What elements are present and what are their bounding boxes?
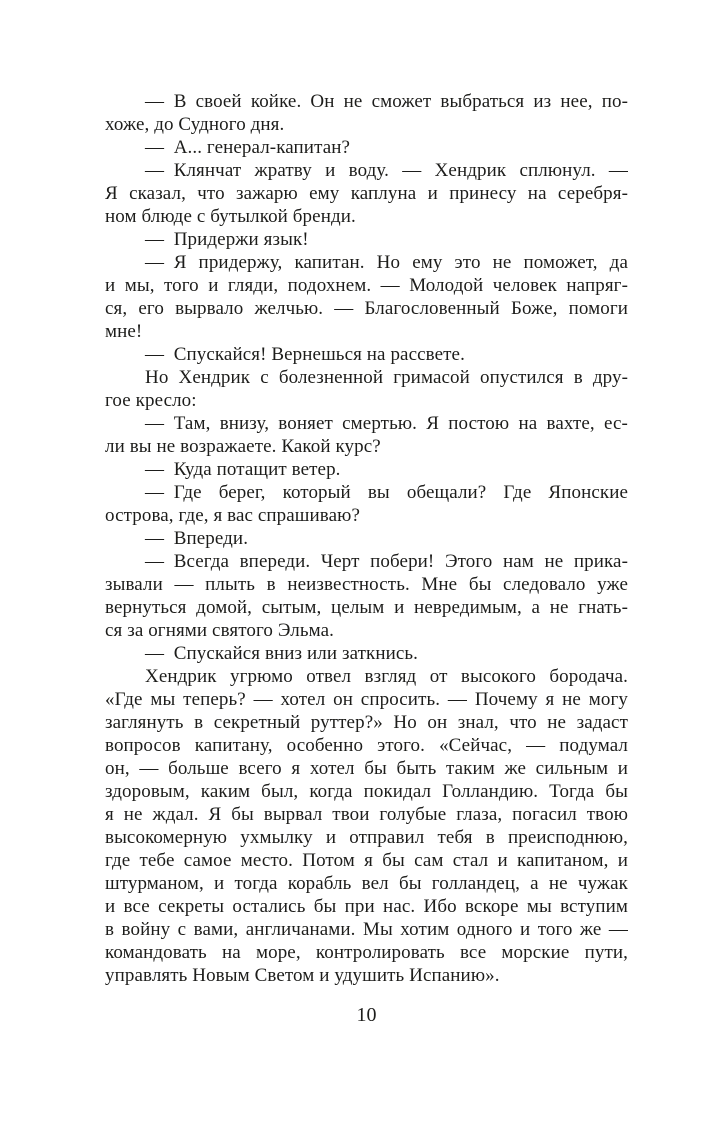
text-line: — В своей койке. Он не сможет выбраться из нее, по- — [145, 91, 628, 112]
text-line: — Всегда впереди. Черт побери! Этого нам не прика- — [145, 551, 628, 572]
text-line: — Куда потащит ветер. — [145, 459, 341, 480]
text-line: хоже, до Судного дня. — [105, 114, 285, 135]
text-line: здоровым, каким был, когда покидал Голландию. Тогда бы — [105, 781, 628, 802]
text-line: где тебе самое место. Потом я бы сам стал и капитаном, и — [105, 850, 628, 871]
text-line: и мы, того и гляди, подохнем. — Молодой человек напряг- — [105, 275, 628, 296]
text-line: заглянуть в секретный руттер?» Но он знал, что не задаст — [105, 712, 628, 733]
text-line: я не ждал. Я бы вырвал твои голубые глаза, погасил твою — [105, 804, 628, 825]
text-line: — Где берег, который вы обещали? Где Японские — [145, 482, 628, 503]
text-line: вернуться домой, сытым, целым и невредимым, а не гнать- — [105, 597, 628, 618]
text-line: в войну с вами, англичанами. Мы хотим одного и того же — — [105, 919, 628, 940]
text-line: ся, его вырвало желчью. — Благословенный Боже, помоги — [105, 298, 628, 319]
text-line: Но Хендрик с болезненной гримасой опустился в дру- — [145, 367, 628, 388]
text-line: управлять Новым Светом и удушить Испанию». — [105, 965, 500, 986]
text-line: «Где мы теперь? — хотел он спросить. — Почему я не могу — [105, 689, 628, 710]
text-line: ли вы не возражаете. Какой курс? — [105, 436, 381, 457]
text-line: — Я придержу, капитан. Но ему это не поможет, да — [145, 252, 628, 273]
text-line: зывали — плыть в неизвестность. Мне бы следовало уже — [105, 574, 628, 595]
text-line: он, — больше всего я хотел бы быть таким же сильным и — [105, 758, 628, 779]
text-line: Я сказал, что зажарю ему каплуна и принесу на серебря- — [105, 183, 628, 204]
text-column — [105, 90, 628, 987]
text-line: — Спускайся вниз или заткнись. — [145, 643, 419, 664]
text-line: — Впереди. — [145, 528, 249, 549]
text-line: — Спускайся! Вернешься на рассвете. — [145, 344, 465, 365]
text-line: ном блюде с бутылкой бренди. — [105, 206, 356, 227]
text-line: и все секреты остались бы при нас. Ибо вскоре мы вступим — [105, 896, 628, 917]
page-number: 10 — [356, 1004, 377, 1026]
text-line: ся за огнями святого Эльма. — [105, 620, 334, 641]
text-line: мне! — [105, 321, 143, 342]
text-line: — Клянчат жратву и воду. — Хендрик сплюнул. — — [145, 160, 628, 181]
text-line: штурманом, и тогда корабль вел бы голландец, а не чужак — [105, 873, 628, 894]
text-line: Хендрик угрюмо отвел взгляд от высокого бородача. — [145, 666, 628, 687]
text-line: гое кресло: — [105, 390, 197, 411]
text-line: — А... генерал-капитан? — [145, 137, 351, 158]
text-line: вопросов капитану, особенно этого. «Сейчас, — подумал — [105, 735, 628, 756]
text-line: высокомерную ухмылку и отправил тебя в преисподнюю, — [105, 827, 628, 848]
text-line: — Там, внизу, воняет смертью. Я постою на вахте, ес- — [145, 413, 628, 434]
text-line: командовать на море, контролировать все морские пути, — [105, 942, 628, 963]
text-line: острова, где, я вас спрашиваю? — [105, 505, 360, 526]
text-line: — Придержи язык! — [145, 229, 309, 250]
